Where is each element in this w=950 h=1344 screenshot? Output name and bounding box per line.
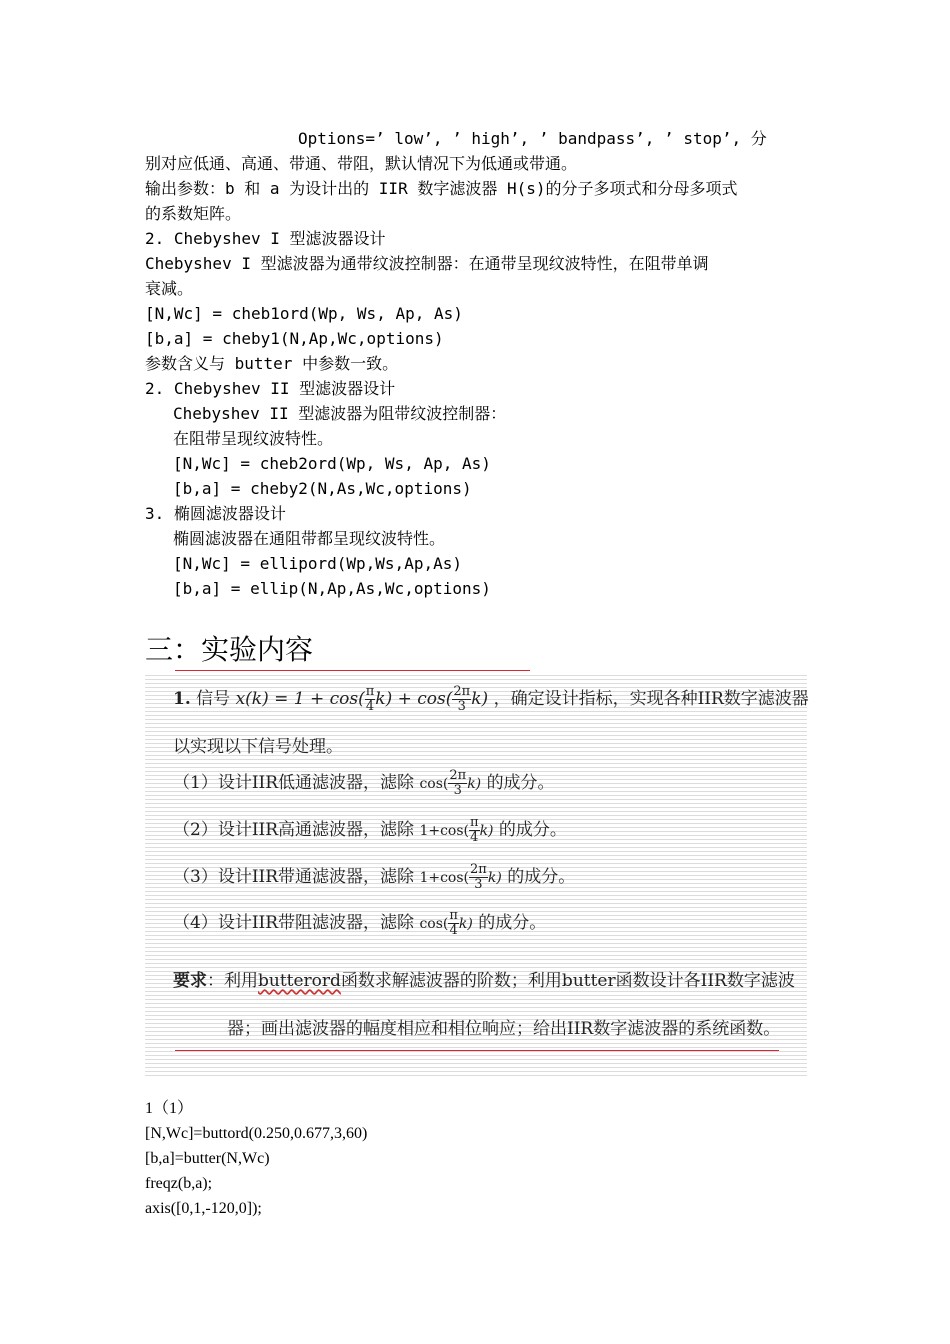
fraction-2pi-over-3: $\frac{2\pi}{3}$	[453, 684, 471, 714]
cheb2-desc-line-2: 在阻带呈现纹波特性。	[173, 429, 334, 448]
ellip-desc: 椭圆滤波器在通阻带都呈现纹波特性。	[173, 529, 446, 548]
fraction-pi-over-4: $\frac{\pi}{4}$	[470, 815, 479, 845]
task-bottom-rule	[175, 1050, 779, 1051]
task-image	[145, 672, 807, 1078]
cheb2-title: 2. Chebyshev II 型滤波器设计	[145, 379, 396, 398]
task-tail: ，确定设计指标，实现各种IIR数字滤波器	[493, 689, 809, 709]
cheb1-title: 2. Chebyshev I 型滤波器设计	[145, 229, 386, 248]
code-line-2: [b,a]=butter(N,Wc)	[145, 1150, 270, 1167]
code-line-1: [N,Wc]=buttord(0.250,0.677,3,60)	[145, 1125, 368, 1142]
requirements-line-1: 要求：利用butterord函数求解滤波器的阶数；利用butter函数设计各IIR数字滤波	[173, 971, 795, 991]
options-continuation: 别对应低通、高通、带通、带阻，默认情况下为低通或带通。	[145, 154, 578, 173]
task-line-2: 以实现以下信号处理。	[173, 737, 343, 757]
output-params-line-1: 输出参数：b 和 a 为设计出的 IIR 数字滤波器 H(s)的分子多项式和分母多项式	[145, 179, 738, 198]
task-signal-line: 1. 信号 x(k) = 1 + cos( $\frac{\pi}{4}$ k) + cos( $\frac{2\pi}{3}$ k) ，确定设计指标，实现各种IIR数字滤波器	[173, 684, 809, 714]
task-item-3: （3）设计IIR带通滤波器，滤除 1+cos( $\frac{2\pi}{3}$ k) 的成分。	[173, 862, 576, 892]
butterord-term: butterord	[258, 971, 341, 991]
ellip-code-line-2: [b,a] = ellip(N,Ap,As,Wc,options)	[173, 579, 491, 598]
requirements-line-2: 器；画出滤波器的幅度相应和相位响应；给出IIR数字滤波器的系统函数。	[227, 1019, 781, 1039]
cheb1-note: 参数含义与 butter 中参数一致。	[145, 354, 399, 373]
cheb1-code-line-1: [N,Wc] = cheb1ord(Wp, Ws, Ap, As)	[145, 304, 463, 323]
fraction-pi-over-4: $\frac{\pi}{4}$	[365, 684, 375, 714]
section-heading: 三：实验内容	[145, 633, 314, 666]
code-line-4: axis([0,1,-120,0]);	[145, 1200, 262, 1217]
signal-formula-lhs: x(k) = 1 + cos(	[235, 689, 365, 709]
task-item-1: （1）设计IIR低通滤波器，滤除 cos( $\frac{2\pi}{3}$ k) 的成分。	[173, 768, 555, 798]
signal-label: 信号	[196, 689, 231, 709]
cheb1-desc-line-1: Chebyshev I 型滤波器为通带纹波控制器：在通带呈现纹波特性，在阻带单调	[145, 254, 709, 273]
ellip-code-line-1: [N,Wc] = ellipord(Wp,Ws,Ap,As)	[173, 554, 462, 573]
code-line-3: freqz(b,a);	[145, 1175, 213, 1192]
requirements-label: 要求	[173, 971, 207, 991]
task-item-2: （2）设计IIR高通滤波器，滤除 1+cos( $\frac{\pi}{4}$ k) 的成分。	[173, 815, 567, 845]
ellip-title: 3. 椭圆滤波器设计	[145, 504, 286, 523]
cheb2-desc-line-1: Chebyshev II 型滤波器为阻带纹波控制器：	[173, 404, 507, 423]
cheb2-code-line-2: [b,a] = cheby2(N,As,Wc,options)	[173, 479, 472, 498]
output-params-line-2: 的系数矩阵。	[145, 204, 242, 223]
cheb2-code-line-1: [N,Wc] = cheb2ord(Wp, Ws, Ap, As)	[173, 454, 491, 473]
cheb1-code-line-2: [b,a] = cheby1(N,Ap,Wc,options)	[145, 329, 444, 348]
options-line: Options=’ low’, ’ high’, ’ bandpass’, ’ stop’, 分	[298, 129, 767, 148]
fraction-2pi-over-3: $\frac{2\pi}{3}$	[470, 862, 487, 892]
code-label: 1（1）	[145, 1100, 194, 1117]
fraction-pi-over-4: $\frac{\pi}{4}$	[449, 908, 458, 938]
fraction-2pi-over-3: $\frac{2\pi}{3}$	[449, 768, 467, 798]
heading-rule	[175, 670, 530, 671]
cheb1-desc-line-2: 衰减。	[145, 279, 194, 298]
task-item-4: （4）设计IIR带阻滤波器，滤除 cos( $\frac{\pi}{4}$ k) 的成分。	[173, 908, 547, 938]
task-number: 1.	[173, 689, 191, 709]
